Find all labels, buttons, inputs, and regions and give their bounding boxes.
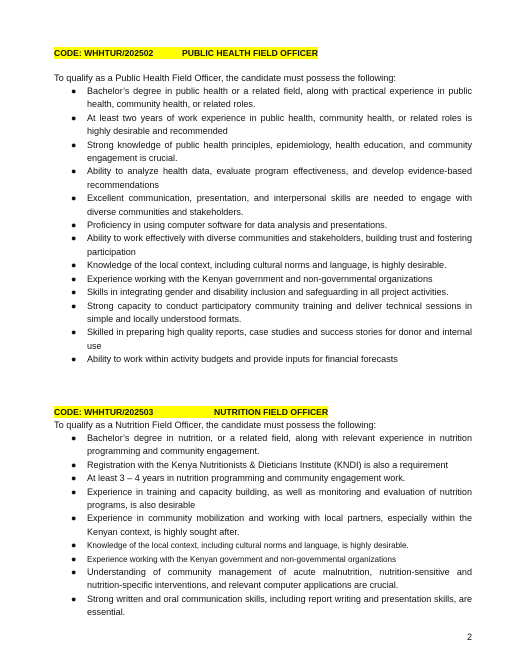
bullet-icon: ● — [71, 193, 77, 204]
requirement-text: Ability to work effectively with diverse communities and stakeholders, building trust and fostering participation — [87, 233, 472, 257]
bullet-icon: ● — [71, 567, 77, 578]
requirement-item — [54, 472, 472, 485]
requirement-item — [54, 353, 472, 366]
requirement-item — [54, 232, 472, 259]
bullet-icon: ● — [71, 473, 77, 484]
requirement-text: Strong capacity to conduct participatory community training and deliver technical sessions in simple and locally understood formats. — [87, 300, 472, 324]
bullet-icon: ● — [71, 112, 77, 123]
bullet-icon: ● — [71, 433, 77, 443]
bullet-icon: ● — [71, 86, 77, 96]
requirement-text: Experience in community mobilization and working with local partners, especially within the Kenyan context, is highly sought after. — [87, 513, 472, 537]
bullet-icon: ● — [71, 513, 77, 524]
requirement-item — [54, 219, 472, 232]
requirement-text: Experience working with the Kenyan government and non-governmental organizations — [87, 273, 433, 284]
section-heading-public-health — [54, 47, 318, 59]
requirement-item — [54, 459, 472, 472]
requirement-text: Skilled in preparing high quality reports, case studies and success stories for donor and internal use — [87, 327, 472, 351]
requirement-text: Ability to work within activity budgets and provide inputs for financial forecasts — [87, 354, 398, 365]
section-heading-nutrition — [54, 406, 328, 418]
requirement-item — [54, 273, 472, 286]
requirement-item — [54, 539, 472, 552]
requirement-item — [54, 512, 472, 539]
requirement-text: Strong written and oral communication skills, including report writing and presentation skills, are essential. — [87, 593, 472, 618]
bullet-icon: ● — [71, 540, 77, 551]
section-intro: To qualify as a Nutrition Field Officer, the candidate must possess the following: — [54, 420, 377, 430]
job-code: CODE: WHHTUR/202503 — [54, 407, 154, 417]
requirement-item — [54, 486, 472, 513]
requirement-item — [54, 593, 472, 620]
bullet-icon: ● — [71, 486, 77, 497]
requirement-item — [54, 112, 472, 139]
requirement-text: Excellent communication, presentation, and interpersonal skills are needed to engage with diverse communities and stakeholders. — [87, 193, 472, 217]
bullet-icon: ● — [71, 459, 77, 470]
page-number: 2 — [467, 632, 473, 642]
requirement-text: Bachelor’s degree in public health or a related field, along with practical experience in public health, community health, or related roles. — [87, 86, 472, 110]
bullet-icon: ● — [71, 327, 77, 338]
requirement-text: Knowledge of the local context, including cultural norms and language, is highly desirable. — [87, 541, 409, 551]
job-title: NUTRITION FIELD OFFICER — [214, 407, 329, 417]
requirement-text: Experience in training and capacity building, as well as monitoring and evaluation of nutrition programs, is also desirable — [87, 486, 472, 511]
requirements-list-nutrition — [54, 432, 472, 620]
requirement-text: At least two years of work experience in public health, community health, or related roles is highly desirable and recommended — [87, 112, 472, 137]
bullet-icon: ● — [71, 287, 77, 298]
requirement-item — [54, 553, 472, 566]
requirement-item — [54, 566, 472, 593]
requirement-item — [54, 165, 472, 192]
requirement-text: Bachelor’s degree in nutrition, or a related field, along with relevant experience in nutrition programming and community engagement. — [87, 433, 472, 457]
section-intro: To qualify as a Public Health Field Officer, the candidate must possess the following: — [54, 73, 396, 83]
bullet-icon: ● — [71, 354, 77, 365]
bullet-icon: ● — [71, 233, 77, 244]
requirement-item — [54, 300, 472, 327]
requirement-item — [54, 432, 472, 459]
bullet-icon: ● — [71, 260, 77, 271]
requirement-text: Registration with the Kenya Nutritionists & Dieticians Institute (KNDI) is also a requirement — [87, 459, 449, 470]
job-title: PUBLIC HEALTH FIELD OFFICER — [182, 48, 318, 58]
job-code: CODE: WHHTUR/202502 — [54, 48, 154, 58]
bullet-icon: ● — [71, 553, 77, 564]
requirement-text: Ability to analyze health data, evaluate program effectiveness, and develop evidence-based recommendations — [87, 166, 472, 190]
requirement-text: At least 3 – 4 years in nutrition programming and community engagement work. — [87, 473, 406, 484]
requirement-item — [54, 286, 472, 299]
requirement-item — [54, 192, 472, 219]
requirement-text: Understanding of community management of acute malnutrition, nutrition-sensitive and nutrition-specific interventions, and relevant computer applications are crucial. — [87, 567, 472, 591]
requirement-text: Experience working with the Kenyan government and non-governmental organizations — [87, 554, 397, 564]
bullet-icon: ● — [71, 300, 77, 311]
bullet-icon: ● — [71, 593, 77, 604]
requirement-item — [54, 326, 472, 353]
bullet-icon: ● — [71, 166, 77, 177]
bullet-icon: ● — [71, 220, 77, 231]
requirements-list-public-health — [54, 85, 472, 367]
requirement-item — [54, 139, 472, 166]
requirement-item — [54, 259, 472, 272]
requirement-text: Strong knowledge of public health principles, epidemiology, health education, and community engagement is crucial. — [87, 139, 472, 164]
requirement-text: Skills in integrating gender and disability inclusion and safeguarding in all project activities. — [87, 287, 449, 298]
requirement-text: Proficiency in using computer software for data analysis and presentations. — [87, 220, 388, 231]
bullet-icon: ● — [71, 139, 77, 150]
requirement-text: Knowledge of the local context, including cultural norms and language, is highly desirable. — [87, 260, 447, 271]
requirement-item — [54, 85, 472, 112]
bullet-icon: ● — [71, 273, 77, 284]
